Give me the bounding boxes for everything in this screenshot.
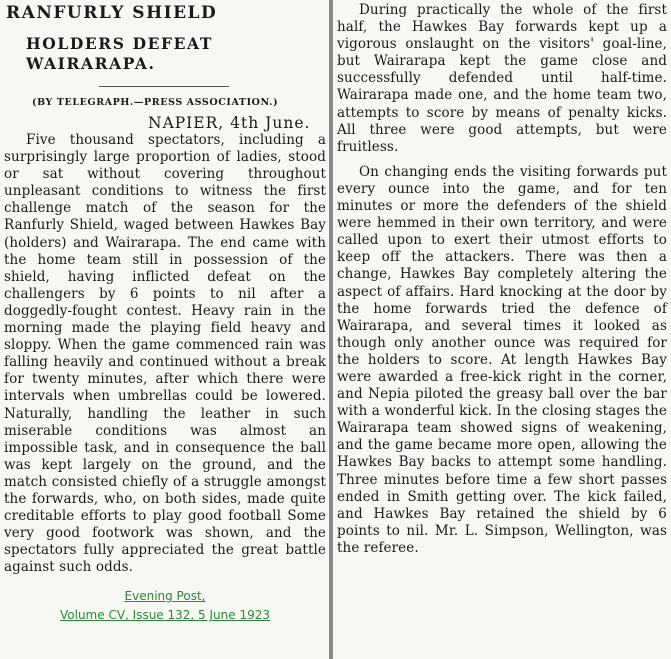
headline: RANFURLY SHIELD	[6, 3, 218, 23]
article-paragraph: Five thousand spectators, including a surprisingly large proportion of ladies, stood or sat without covering throughout unpleasant conditions to witness the first challenge match of the season for the Ranfurly Shield, waged between Hawkes Bay (holders) and Wairarapa. The end came with the home team still in possession of the shield, having inflicted defeat on the challengers by 6 points to nil after a doggedly-fought contest. Heavy rain in the morning made the playing field heavy and sloppy. When the game commenced rain was falling heavily and continued without a break for twenty minutes, after which there were intervals when umbrellas could be lowered. Naturally, handling the leather in such miserable conditions was almost an impossible task, and in consequence the ball was kept largely on the ground, and the match consisted chiefly of a struggle amongst the forwards, who, on both sides, made quite creditable efforts to play good football Some very good footwork was shown, and the spectators fully appreciated the great battle against such odds.	[4, 132, 326, 576]
dateline: NAPIER, 4th June.	[148, 114, 311, 132]
column-divider	[329, 0, 333, 659]
article-paragraph: On changing ends the visiting forwards put every ounce into the game, and for ten minutes or more the defenders of the shield were hemmed in their own territory, and were called upon to exert their utmost efforts to keep off the attackers. There was then a change, Hawkes Bay completely altering the aspect of affairs. Hard knocking at the door by the home forwards tried the defence of Wairarapa, and several times it looked as though only another ounce was required for the holders to score. At length Hawkes Bay were awarded a free-kick right in the corner, and Nepia piloted the greasy ball over the bar with a wonderful kick. In the closing stages the Wairarapa team showed signs of weakening, and the game became more open, allowing the Hawkes Bay backs to attempt some handling. Three minutes before time a few short passes ended in Smith getting over. The kick failed, and Hawkes Bay retained the shield by 6 points to nil. Mr. L. Simpson, Wellington, was the referee.	[337, 163, 667, 556]
press-credit: (BY TELEGRAPH.—PRESS ASSOCIATION.)	[32, 97, 279, 108]
left-column	[4, 2, 326, 657]
source-link-title[interactable]: Evening Post,	[124, 589, 206, 604]
subheadline: HOLDERS DEFEAT WAIRARAPA.	[26, 34, 213, 73]
article-paragraph: During practically the whole of the first half, the Hawkes Bay forwards kept up a vigorous onslaught on the visitors' goal-line, but Wairarapa kept the game close and successfully defended until half-time. Wairarapa made one, and the home team two, attempts to score by means of penalty kicks. All three were good attempts, but were fruitless.	[337, 2, 667, 155]
right-column	[337, 2, 667, 657]
source-link-volume[interactable]: Volume CV, Issue 132, 5 June 1923	[60, 608, 270, 623]
source-citation[interactable]	[4, 588, 326, 624]
divider-rule	[99, 86, 229, 87]
